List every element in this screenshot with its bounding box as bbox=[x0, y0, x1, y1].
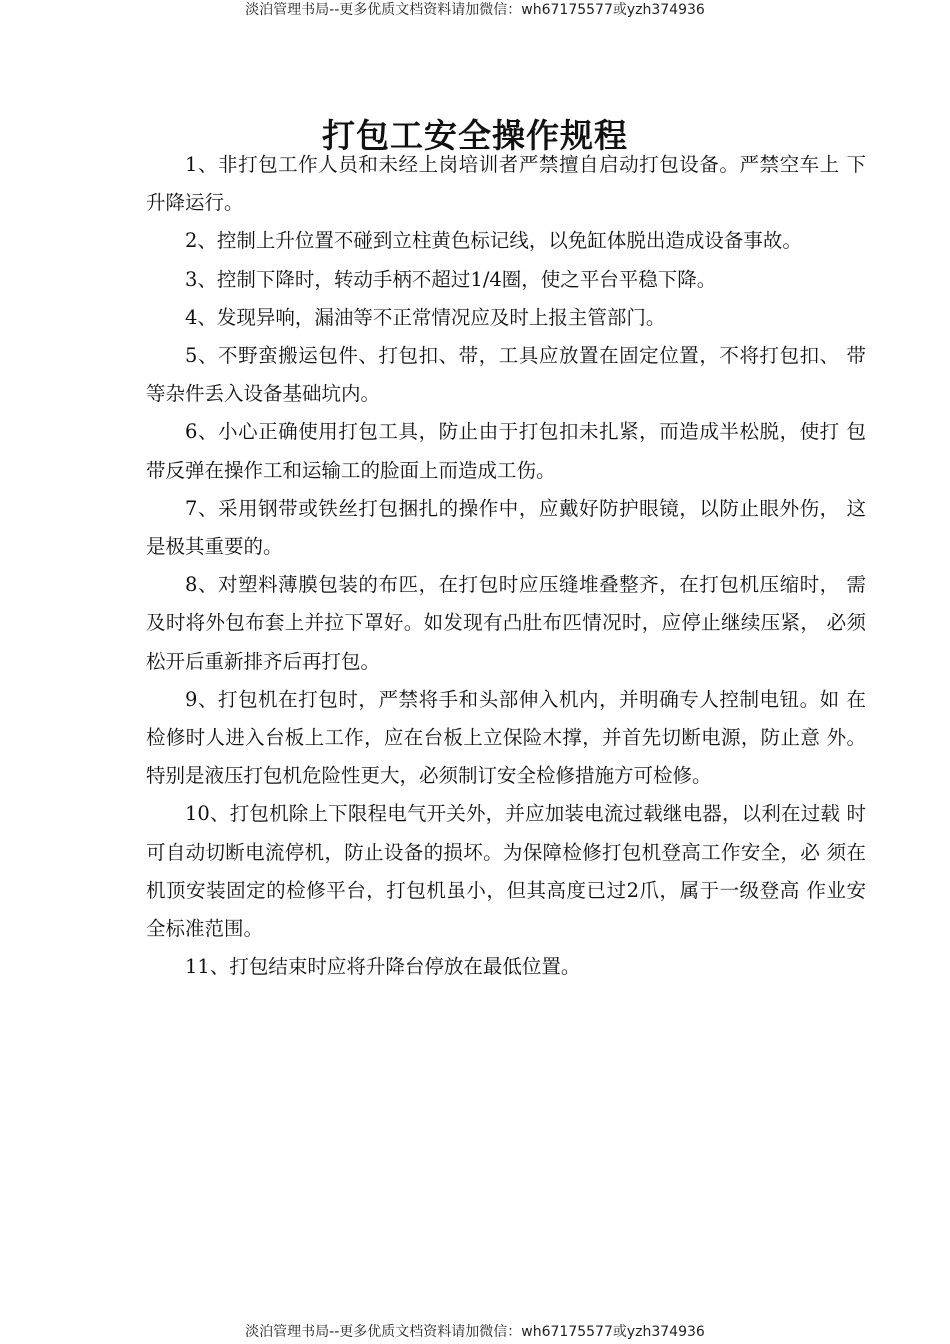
rule-paragraph-8: 8、对塑料薄膜包装的布匹，在打包时应压缝堆叠整齐，在打包机压缩时， 需及时将外包布套上并拉下罩好。如发现有凸肚布匹情况时，应停止继续压紧， 必须松开后重新排齐后再打包。 bbox=[146, 573, 866, 673]
rule-paragraph-5: 5、不野蛮搬运包件、打包扣、带，工具应放置在固定位置，不将打包扣、 带等杂件丢入设备基础坑内。 bbox=[146, 344, 866, 406]
page-title: 打包工安全操作规程 bbox=[322, 116, 628, 156]
rule-paragraph-9: 9、打包机在打包时，严禁将手和头部伸入机内，并明确专人控制电钮。如 在检修时人进入台板上工作，应在台板上立保险木撑，并首先切断电源，防止意 外。特别是液压打包机危险性更大，必须制订安全检修措施方可检修。 bbox=[146, 687, 866, 788]
header-banner: 淡泊管理书局--更多优质文档资料请加微信：wh67175577或yzh374936 bbox=[245, 2, 705, 18]
footer-banner: 淡泊管理书局--更多优质文档资料请加微信：wh67175577或yzh374936 bbox=[245, 1324, 705, 1340]
document-body bbox=[146, 146, 866, 986]
rule-paragraph-4: 4、发现异响，漏油等不正常情况应及时上报主管部门。 bbox=[185, 305, 666, 329]
rule-paragraph-11: 11、打包结束时应将升降台停放在最低位置。 bbox=[185, 955, 581, 979]
rule-paragraph-6: 6、小心正确使用打包工具，防止由于打包扣未扎紧，而造成半松脱，使打 包带反弹在操作工和运输工的脸面上而造成工伤。 bbox=[146, 420, 866, 482]
rule-paragraph-3: 3、控制下降时，转动手柄不超过1/4圈，使之平台平稳下降。 bbox=[185, 267, 717, 291]
rule-paragraph-7: 7、采用钢带或铁丝打包捆扎的操作中，应戴好防护眼镜，以防止眼外伤， 这是极其重要的。 bbox=[146, 496, 866, 559]
rule-paragraph-1: 1、非打包工作人员和未经上岗培训者严禁擅自启动打包设备。严禁空车上 下升降运行。 bbox=[146, 153, 866, 215]
rule-paragraph-10: 10、打包机除上下限程电气开关外，并应加装电流过载继电器，以利在过载 时可自动切断电流停机，防止设备的损坏。为保障检修打包机登高工作安全，必 须在机顶安装固定的检修平台，打包机虽小，但其高度已过2爪，属于一级登高 作业安全标准范围。 bbox=[146, 802, 866, 941]
rule-paragraph-2: 2、控制上升位置不碰到立柱黄色标记线，以免缸体脱出造成设备事故。 bbox=[185, 229, 802, 253]
